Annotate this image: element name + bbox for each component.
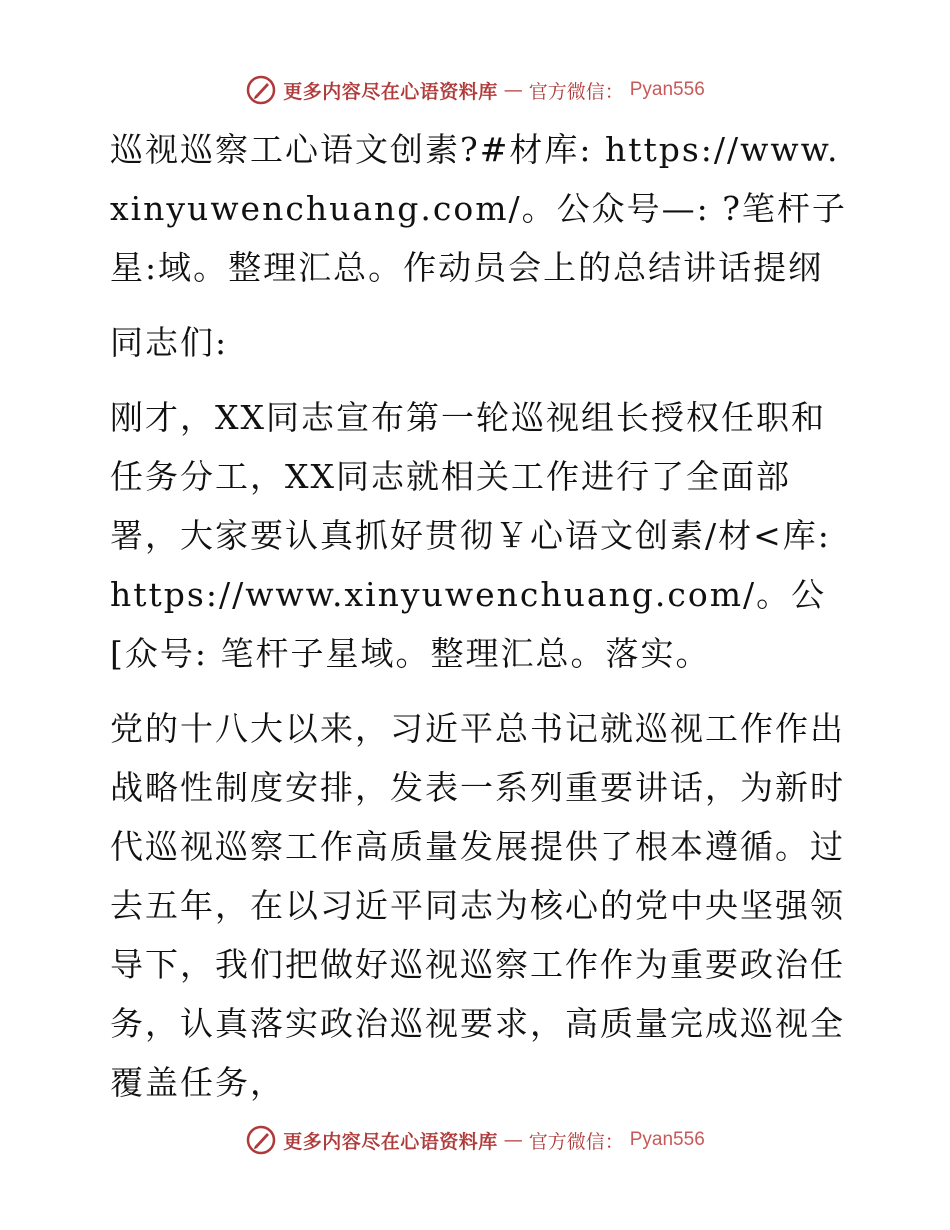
- document-body: [98, 120, 858, 1128]
- banner-wechat-label: 官方微信：: [528, 80, 624, 103]
- banner-wechat-id: Pyan556: [629, 1129, 705, 1150]
- body-paragraph: 党的十八大以来，习近平总书记就巡视工作作出战略性制度安排，发表一系列重要讲话，为新时代巡视巡察工作高质量发展提供了根本遵循。过去五年，在以习近平同志为核心的党中央坚强领导下，我们把做好巡视巡察工作作为重要政治任务，认真落实政治巡视要求，高质量完成巡视全覆盖任务，: [110, 709, 845, 1102]
- banner-separator: —: [503, 79, 523, 101]
- body-paragraph: 刚才，XX同志宣布第一轮巡视组长授权任职和任务分工，XX同志就相关工作进行了全面部署，大家要认真抓好贯彻￥心语文创素/材<库: https://www.xinyuwenchuang.com/。公[众号: 笔杆子星域。整理汇总。落实。: [110, 398, 831, 673]
- banner-wechat-id: Pyan556: [629, 79, 705, 100]
- pen-logo-icon: [245, 74, 277, 106]
- pen-logo-icon: [245, 1124, 277, 1156]
- banner-wechat-label: 官方微信：: [528, 1130, 624, 1153]
- banner-main-text: 更多内容尽在心语资料库: [283, 1130, 498, 1153]
- banner-separator: —: [503, 1129, 523, 1151]
- header-banner: [0, 70, 950, 110]
- salutation-paragraph: 同志们:: [110, 323, 229, 362]
- title-paragraph: 巡视巡察工心语文创素?#材库: https://www.xinyuwenchuang.com/。公众号—: ?笔杆子星:域。整理汇总。作动员会上的总结讲话提纲: [110, 130, 847, 287]
- banner-main-text: 更多内容尽在心语资料库: [283, 80, 498, 103]
- footer-banner: [0, 1120, 950, 1160]
